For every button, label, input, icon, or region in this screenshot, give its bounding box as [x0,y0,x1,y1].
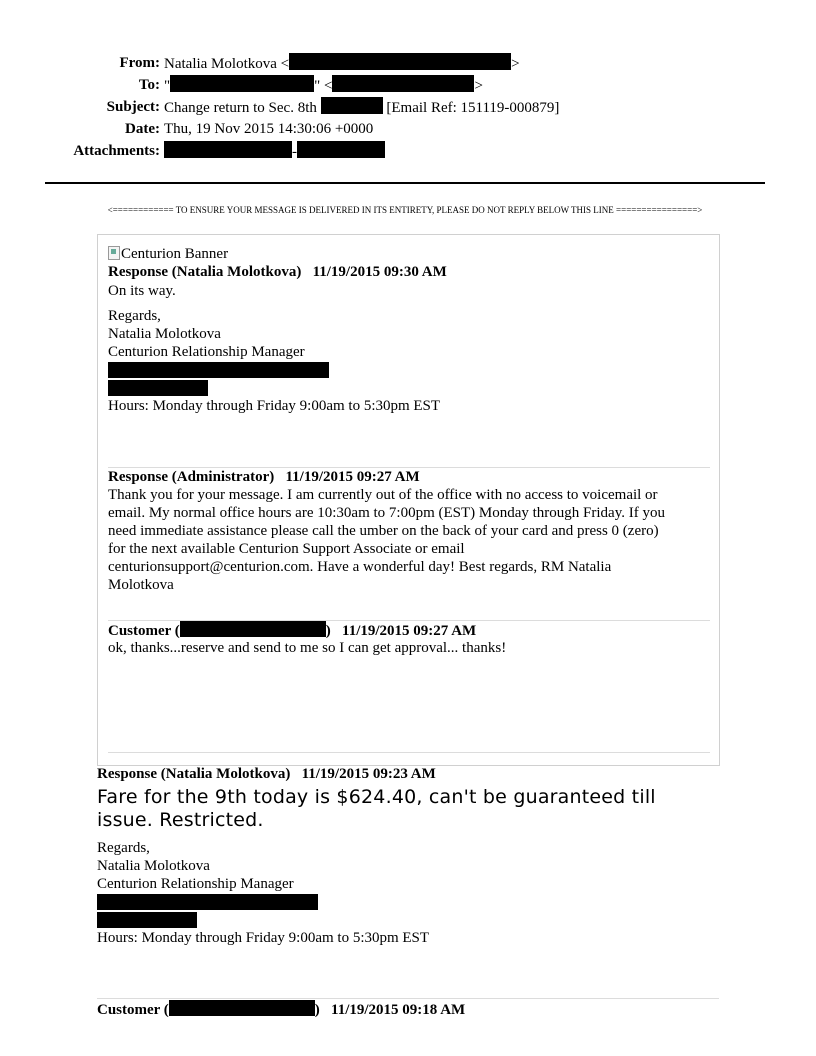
to-label: To: [138,77,160,93]
centurion-banner [108,245,228,263]
msg4-signature-name: Natalia Molotkova [97,858,210,874]
redacted-customer-name [169,1000,315,1016]
msg3-heading [108,621,476,640]
broken-image-icon [108,246,120,260]
from-name: Natalia Molotkova < [164,56,290,72]
msg5-heading-post: ) 11/19/2015 09:18 AM [314,1002,466,1018]
msg2-line: Molotkova [108,577,174,593]
attachments-row [0,141,816,161]
msg-separator [108,752,710,753]
msg1-heading: Response (Natalia Molotkova) 11/19/2015 09:30 AM [108,264,447,280]
msg3-heading-pre: Customer ( [108,623,180,639]
msg4-redacted-phone [97,894,318,910]
msg2-line: email. My normal office hours are 10:30am to 7:00pm (EST) Monday through Friday. If you [108,505,665,521]
msg1-hours: Hours: Monday through Friday 9:00am to 5:30pm EST [108,398,441,414]
msg3-heading-post: ) 11/19/2015 09:27 AM [325,623,477,639]
from-end: > [511,56,520,72]
msg2-heading: Response (Administrator) 11/19/2015 09:27 AM [108,469,420,485]
attachments-label: Attachments: [73,143,160,159]
subject-post: [Email Ref: 151119-000879] [386,100,560,116]
to-quote-open: " [164,78,171,94]
banner-alt-text: Centurion Banner [121,246,229,262]
date-value: Thu, 19 Nov 2015 14:30:06 +0000 [164,121,374,137]
msg4-hours: Hours: Monday through Friday 9:00am to 5:30pm EST [97,930,430,946]
attachments-dash: - [292,144,297,160]
msg4-heading: Response (Natalia Molotkova) 11/19/2015 09:23 AM [97,766,436,782]
msg2-line: for the next available Centurion Support Associate or email [108,541,465,557]
msg1-signature-name: Natalia Molotkova [108,326,221,342]
from-row [0,53,816,73]
from-label: From: [119,55,160,71]
redacted-customer-name [180,621,326,637]
msg5-heading [97,1000,465,1019]
redacted-to-name [170,75,314,92]
subject-label: Subject: [106,99,160,115]
redacted-to-email [332,75,474,92]
redacted-attachment-1[interactable] [164,141,292,158]
to-quote-close: " < [314,78,333,94]
date-label: Date: [125,121,160,137]
redacted-attachment-2[interactable] [297,141,385,158]
msg1-regards: Regards, [108,308,161,324]
msg4-redacted-email [97,912,197,928]
msg5-heading-pre: Customer ( [97,1002,169,1018]
msg2-line: need immediate assistance please call the umber on the back of your card and press 0 (zero) [108,523,659,539]
subject-pre: Change return to Sec. 8th [164,100,317,116]
msg4-fare-line: issue. Restricted. [97,809,264,831]
msg4-fare-line: Fare for the 9th today is $624.40, can't be guaranteed till [97,786,656,808]
msg-separator [97,998,719,999]
subject-row [0,97,816,117]
msg1-body: On its way. [108,283,176,299]
redacted-subject [321,97,383,114]
header-divider [45,182,765,184]
msg4-signature-title: Centurion Relationship Manager [97,876,294,892]
reply-line-notice: <============ TO ENSURE YOUR MESSAGE IS DELIVERED IN ITS ENTIRETY, PLEASE DO NOT REPLY BELOW THIS LINE ================> [107,205,703,215]
to-end: > [474,78,483,94]
to-row [0,75,816,95]
msg1-redacted-email [108,380,208,396]
msg1-redacted-phone [108,362,329,378]
msg3-body: ok, thanks...reserve and send to me so I can get approval... thanks! [108,640,507,656]
msg2-line: centurionsupport@centurion.com. Have a wonderful day! Best regards, RM Natalia [108,559,612,575]
msg4-regards: Regards, [97,840,150,856]
msg2-line: Thank you for your message. I am currently out of the office with no access to voicemail or [108,487,658,503]
date-row [0,119,816,139]
redacted-from-email [289,53,511,70]
msg1-signature-title: Centurion Relationship Manager [108,344,305,360]
